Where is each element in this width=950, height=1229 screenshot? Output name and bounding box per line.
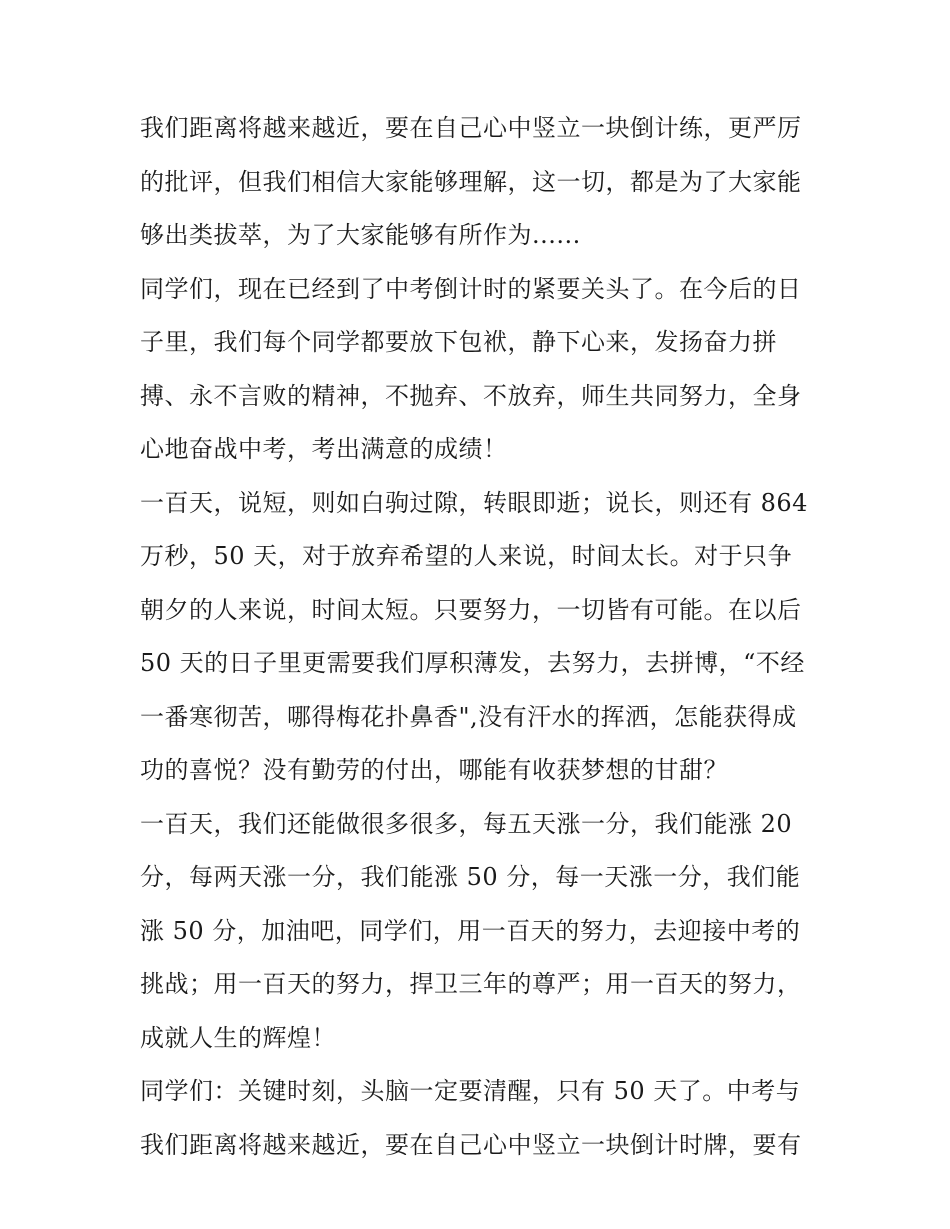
text-line: 我们距离将越来越近，要在自己心中竖立一块倒计时牌，要有	[140, 1130, 802, 1159]
text-line: 万秒，50 天，对于放弃希望的人来说，时间太长。对于只争	[140, 542, 793, 570]
text-line: 子里，我们每个同学都要放下包袱，静下心来，发扬奋力拼	[140, 328, 777, 356]
text-line: 心地奋战中考，考出满意的成绩！	[140, 435, 508, 463]
text-line: 同学们，现在已经到了中考倒计时的紧要关头了。在今后的日	[140, 274, 802, 303]
text-line: 我们距离将越来越近，要在自己心中竖立一块倒计练，更严厉	[140, 114, 802, 142]
text-line: 一百天，说短，则如白驹过隙，转眼即逝；说长，则还有 864	[140, 488, 808, 517]
text-line: 涨 50 分，加油吧，同学们，用一百天的努力，去迎接中考的	[140, 916, 801, 945]
text-line: 一番寒彻苦，哪得梅花扑鼻香",没有汗水的挥洒，怎能获得成	[140, 702, 797, 731]
text-line: 功的喜悦？没有勤劳的付出，哪能有收获梦想的甘甜？	[140, 756, 728, 784]
text-line: 挑战；用一百天的努力，捍卫三年的尊严；用一百天的努力，	[140, 970, 802, 998]
text-line: 同学们：关键时刻，头脑一定要清醒，只有 50 天了。中考与	[140, 1077, 801, 1105]
text-line: 的批评，但我们相信大家能够理解，这一切，都是为了大家能	[140, 167, 802, 196]
text-line: 成就人生的辉煌！	[140, 1023, 336, 1052]
body-text	[140, 102, 820, 1172]
text-line: 朝夕的人来说，时间太短。只要努力，一切皆有可能。在以后	[140, 595, 802, 624]
text-line: 分，每两天涨一分，我们能涨 50 分，每一天涨一分，我们能	[140, 863, 801, 891]
text-line: 搏、永不言败的精神，不抛弃、不放弃，师生共同努力，全身	[140, 381, 802, 410]
text-line: 一百天，我们还能做很多很多，每五天涨一分，我们能涨 20	[140, 809, 793, 838]
text-line: 50 天的日子里更需要我们厚积薄发，去努力，去拼博，“不经	[140, 649, 805, 677]
text-line: 够出类拔萃，为了大家能够有所作为......	[140, 221, 581, 249]
